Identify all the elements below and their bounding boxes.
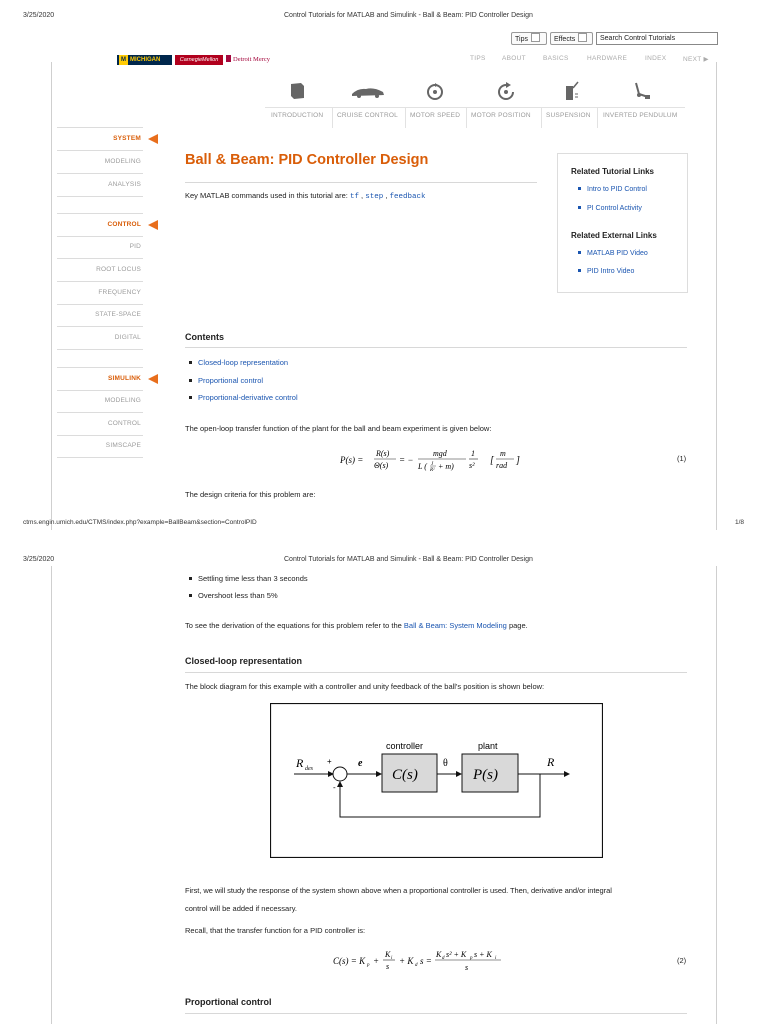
- svg-text:+ K: + K: [399, 956, 414, 966]
- michigan-letter: M: [121, 57, 126, 63]
- sidebar-item-analysis[interactable]: ANALYSIS: [108, 181, 141, 188]
- print-date: 3/25/2020: [23, 12, 55, 19]
- controller-label: controller: [386, 741, 424, 751]
- plant-label: plant: [478, 741, 498, 751]
- first-text-line2: control will be added if necessary.: [185, 904, 298, 913]
- key-commands: Key MATLAB commands used in this tutorial are: tf , step , feedback: [185, 191, 426, 201]
- control-arrow-icon: [148, 220, 158, 230]
- criterion-overshoot: Overshoot less than 5%: [189, 591, 278, 600]
- sidebar-item-modeling[interactable]: MODELING: [104, 158, 141, 165]
- svg-text:m: m: [500, 449, 506, 458]
- key-commands-text: Key MATLAB commands used in this tutorial are:: [185, 191, 348, 200]
- sidebar-system[interactable]: SYSTEM: [113, 135, 141, 142]
- equation-2: [333, 947, 533, 975]
- svg-text:J: J: [431, 462, 434, 467]
- controller-block-label: C(s): [392, 767, 418, 783]
- closed-loop-heading: Closed-loop representation: [185, 656, 303, 666]
- effects-checkbox[interactable]: [578, 33, 587, 42]
- sidebar-item-sim-modeling[interactable]: MODELING: [104, 397, 141, 404]
- output-label: R: [547, 755, 555, 769]
- svg-text:s² + K: s² + K: [446, 950, 467, 959]
- svg-text:P(s) =: P(s) =: [340, 455, 364, 465]
- search-input[interactable]: Search Control Tutorials: [596, 32, 718, 45]
- svg-text:[: [: [490, 455, 494, 466]
- first-text-line1: First, we will study the response of the system shown above when a proportional controller is used. Then, derivative and/or integral: [185, 886, 612, 895]
- contents-item-proportional[interactable]: Proportional control: [189, 376, 263, 385]
- sidebar-item-pid[interactable]: PID: [129, 243, 141, 250]
- proportional-heading: Proportional control: [185, 997, 272, 1007]
- book-icon[interactable]: [287, 80, 309, 102]
- svg-text:R²: R²: [430, 468, 435, 472]
- tab-motor-position[interactable]: MOTOR POSITION: [471, 112, 531, 119]
- recall-text: Recall, that the transfer function for a PID controller is:: [185, 926, 366, 935]
- tips-button[interactable]: [511, 32, 547, 45]
- print-title-2: Control Tutorials for MATLAB and Simulink - Ball & Beam: PID Controller Design: [284, 556, 533, 563]
- plant-block-label: P(s): [473, 767, 498, 783]
- link-pid-intro-video[interactable]: PID Intro Video: [578, 268, 634, 275]
- svg-text:i: i: [391, 956, 393, 961]
- topnav-about[interactable]: ABOUT: [502, 55, 526, 62]
- link-intro-pid[interactable]: Intro to PID Control: [578, 186, 647, 193]
- input-label: R: [296, 756, 304, 770]
- detroit-mercy-mark: [226, 55, 231, 62]
- suspension-icon[interactable]: [562, 80, 584, 102]
- svg-text:s²: s²: [469, 461, 475, 470]
- openloop-text: The open-loop transfer function of the plant for the ball and beam experiment is given below:: [185, 424, 492, 433]
- svg-text:L (: L (: [418, 462, 427, 471]
- page-title: Ball & Beam: PID Controller Design: [185, 152, 429, 168]
- svg-text:i: i: [495, 956, 497, 961]
- block-diagram: [270, 703, 603, 858]
- svg-text:s: s: [386, 962, 390, 971]
- svg-text:R(s): R(s): [376, 449, 390, 458]
- derivation-prefix: To see the derivation of the equations for this problem refer to the: [185, 621, 402, 630]
- motor-speed-icon[interactable]: [424, 80, 446, 102]
- tab-motor-speed[interactable]: MOTOR SPEED: [410, 112, 461, 119]
- svg-text:s: s: [465, 963, 469, 972]
- sidebar-control[interactable]: CONTROL: [107, 221, 141, 228]
- criterion-settling: Settling time less than 3 seconds: [189, 574, 308, 583]
- tab-cruise-control[interactable]: CRUISE CONTROL: [337, 112, 398, 119]
- car-icon[interactable]: [350, 80, 386, 102]
- svg-text:K: K: [436, 950, 442, 959]
- topnav-next[interactable]: NEXT ▶: [683, 56, 709, 63]
- cmd-tf-link[interactable]: tf: [349, 193, 359, 201]
- link-pi-activity[interactable]: PI Control Activity: [578, 205, 642, 212]
- print-title: Control Tutorials for MATLAB and Simulink - Ball & Beam: PID Controller Design: [284, 12, 533, 19]
- derivation-suffix: page.: [508, 621, 528, 630]
- topnav-tips[interactable]: TIPS: [470, 55, 486, 62]
- cmd-feedback-link[interactable]: feedback: [389, 193, 426, 201]
- cmd-step-link[interactable]: step: [365, 193, 384, 201]
- sidebar-simulink[interactable]: SIMULINK: [107, 375, 141, 382]
- svg-text:+: +: [373, 956, 380, 966]
- related-tutorial-heading: Related Tutorial Links: [571, 167, 654, 176]
- footer-url: ctms.engin.umich.edu/CTMS/index.php?example=BallBeam&section=ControlPID: [23, 519, 257, 526]
- svg-text:+ m): + m): [438, 462, 454, 471]
- sidebar-item-sim-control[interactable]: CONTROL: [107, 420, 141, 427]
- sidebar-item-frequency[interactable]: FREQUENCY: [98, 289, 141, 296]
- print-date-2: 3/25/2020: [23, 556, 55, 563]
- detroit-mercy-text: Detroit Mercy: [233, 56, 271, 63]
- svg-text:1: 1: [471, 449, 475, 458]
- svg-text:p: p: [470, 956, 473, 961]
- topnav-basics[interactable]: BASICS: [543, 55, 569, 62]
- summing-junction: [333, 767, 347, 781]
- related-external-heading: Related External Links: [571, 231, 657, 240]
- input-subscript: des: [305, 766, 313, 772]
- pendulum-icon[interactable]: [630, 80, 652, 102]
- svg-text:K: K: [385, 950, 391, 959]
- tips-checkbox[interactable]: [531, 33, 540, 42]
- svg-text:d: d: [415, 963, 418, 968]
- svg-text:= −: = −: [399, 455, 414, 465]
- effects-button[interactable]: [550, 32, 593, 45]
- equation-1: [340, 446, 530, 472]
- svg-text:p: p: [367, 963, 370, 968]
- cmu-logo[interactable]: CarnegieMellon: [175, 55, 223, 65]
- equation-2-number: (2): [677, 956, 687, 965]
- equation-1-number: (1): [677, 454, 687, 463]
- svg-text:mgd: mgd: [433, 449, 447, 458]
- contents-item-closed-loop[interactable]: Closed-loop representation: [189, 358, 288, 367]
- svg-text:]: ]: [516, 455, 520, 466]
- derivation-text: [185, 621, 528, 630]
- block-diagram-text: The block diagram for this example with a controller and unity feedback of the ball's position is shown below:: [185, 682, 545, 691]
- svg-text:C(s) = K: C(s) = K: [333, 956, 366, 966]
- tab-inverted-pendulum[interactable]: INVERTED PENDULUM: [603, 112, 678, 119]
- sidebar-item-simscape[interactable]: SIMSCAPE: [105, 442, 141, 449]
- design-criteria-text: The design criteria for this problem are:: [185, 490, 316, 499]
- system-arrow-icon: [148, 134, 158, 144]
- plus-sign: +: [327, 757, 332, 766]
- svg-text:d: d: [442, 956, 445, 961]
- simulink-arrow-icon: [148, 374, 158, 384]
- detroit-mercy-logo[interactable]: [226, 55, 270, 65]
- svg-text:s =: s =: [420, 956, 432, 966]
- effects-label: Effects: [554, 36, 576, 43]
- topnav-index[interactable]: INDEX: [645, 55, 667, 62]
- theta-label: θ: [443, 758, 448, 769]
- sidebar-item-digital[interactable]: DIGITAL: [114, 334, 141, 341]
- contents-heading: Contents: [185, 332, 224, 342]
- svg-text:rad: rad: [496, 461, 508, 470]
- tips-label: Tips: [515, 36, 528, 43]
- error-label: e: [358, 758, 363, 769]
- minus-sign: -: [333, 783, 336, 792]
- link-matlab-pid-video[interactable]: MATLAB PID Video: [578, 250, 648, 257]
- footer-page: 1/8: [735, 519, 745, 526]
- motor-position-icon[interactable]: [495, 80, 517, 102]
- tab-suspension[interactable]: SUSPENSION: [546, 112, 591, 119]
- modeling-page-link[interactable]: Ball & Beam: System Modeling: [403, 621, 507, 630]
- michigan-text: MICHIGAN: [130, 57, 161, 63]
- tab-introduction[interactable]: INTRODUCTION: [271, 112, 324, 119]
- michigan-logo[interactable]: [117, 55, 172, 65]
- sidebar-item-root-locus[interactable]: ROOT LOCUS: [96, 266, 141, 273]
- svg-text:s + K: s + K: [474, 950, 492, 959]
- contents-item-pd[interactable]: Proportional-derivative control: [189, 393, 298, 402]
- topnav-hardware[interactable]: HARDWARE: [587, 55, 628, 62]
- sidebar-item-state-space[interactable]: STATE-SPACE: [95, 311, 141, 318]
- svg-text:Θ(s): Θ(s): [374, 461, 389, 470]
